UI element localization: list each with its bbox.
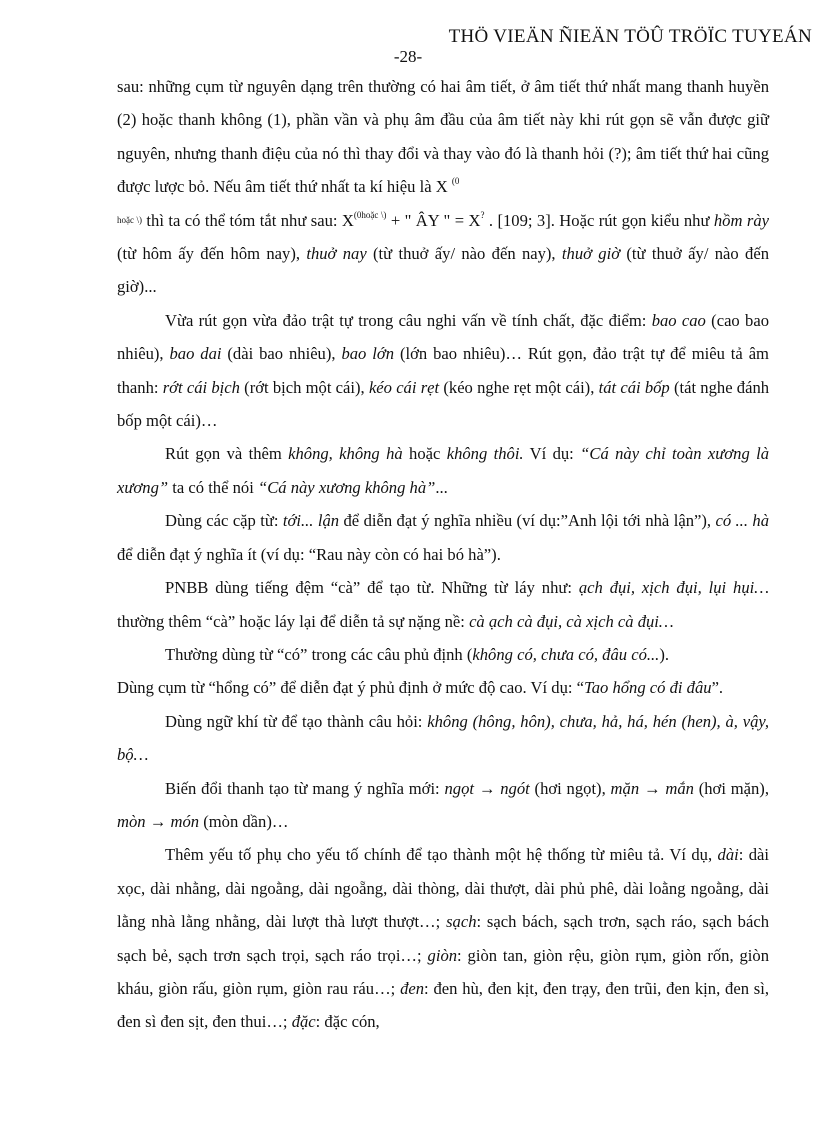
- superscript: ?: [480, 209, 485, 220]
- text: (từ hôm ấy đến hôm nay),: [117, 244, 307, 264]
- text: ...: [435, 477, 448, 497]
- arrow-icon: →: [478, 778, 496, 798]
- paragraph: [117, 437, 769, 504]
- text: Thêm yếu tố phụ cho yếu tố chính để tạo thành một hệ thống từ miêu tả. Ví dụ,: [165, 845, 718, 865]
- text: Dùng ngữ khí từ để tạo thành câu hỏi:: [165, 711, 428, 731]
- italic-term: bao dai: [169, 344, 222, 364]
- italic-term: có ... hà: [715, 511, 769, 531]
- document-body: [117, 70, 769, 1039]
- text: ”.: [711, 678, 724, 698]
- paragraph: [117, 772, 769, 839]
- italic-term: sạch: [446, 912, 477, 932]
- italic-term: hồm rày: [713, 210, 769, 230]
- subscript-note: hoặc \): [117, 214, 143, 225]
- text: : dài xọc, dài nhằng, dài ngoằng, dài ngoẵng, dài thòng, dài thượt, dài phủ phê, dài loằng ngoằng, dài lằng nhà lằng nhằng, dài lượt thà lượt thượt…;: [117, 845, 770, 932]
- italic-quote: Tao hổng có đi đâu: [584, 678, 712, 698]
- italic-term: bao lớn: [341, 344, 395, 364]
- text: (hơi ngọt),: [529, 778, 611, 798]
- paragraph: [117, 571, 769, 638]
- text: (mòn dần)…: [199, 811, 289, 831]
- text: (hơi mặn),: [693, 778, 769, 798]
- italic-term: dài: [717, 845, 739, 865]
- text: (lớn bao nhiêu)… Rút gọn, đảo trật tự để miêu tả âm thanh:: [117, 344, 769, 397]
- paragraph: [117, 705, 769, 772]
- italic-term: tới... lận: [282, 511, 340, 531]
- italic-term: thuở giờ: [561, 244, 621, 264]
- italic-term: giòn: [427, 945, 458, 965]
- text: : đặc cón,: [315, 1012, 380, 1032]
- paragraph: [117, 638, 769, 671]
- text: Dùng các cặp từ:: [165, 511, 283, 531]
- italic-term: rớt cái bịch: [162, 377, 240, 397]
- text: Ví dụ:: [523, 444, 581, 464]
- text: Biến đổi thanh tạo từ mang ý nghĩa mới:: [165, 778, 445, 798]
- italic-term: mắn: [665, 778, 694, 798]
- italic-term: không (hông, hôn), chưa, hả, há, hén (hen), à, vậy, bộ…: [117, 711, 769, 765]
- paragraph: [117, 304, 769, 438]
- italic-term: ngọt: [444, 778, 474, 798]
- superscript: (0: [451, 176, 460, 187]
- italic-term: tát cái bốp: [598, 377, 670, 397]
- italic-term: cà ạch cà đụi, cà xịch cà đụi…: [469, 611, 674, 631]
- text: hoặc: [402, 444, 447, 464]
- text: để diễn đạt ý nghĩa nhiều (ví dụ:”Anh lội tới nhà lận”),: [339, 511, 716, 531]
- text: ta có thể nói: [168, 477, 258, 497]
- page-number: -28-: [393, 47, 423, 66]
- arrow-icon: →: [643, 778, 661, 798]
- arrow-icon: →: [149, 811, 167, 831]
- italic-quote: “Cá này chỉ toàn xương là xương”: [117, 444, 770, 497]
- italic-term: kéo cái rẹt: [368, 377, 440, 397]
- italic-term: không có, chưa có, đâu có...: [472, 644, 660, 664]
- paragraph: [117, 671, 769, 704]
- italic-term: đen: [400, 978, 425, 998]
- text: (từ thuở ấy/ nào đến giờ)...: [117, 244, 770, 297]
- paragraph: [117, 838, 769, 1038]
- text: Thường dùng từ “có” trong các câu phủ định (: [165, 644, 473, 664]
- italic-term: món: [170, 811, 200, 831]
- text: thì ta có thể tóm tắt như sau: X: [142, 210, 354, 230]
- paragraph: [117, 70, 769, 304]
- italic-term: đặc: [291, 1012, 316, 1032]
- text: + " ÂY " = X: [386, 210, 481, 230]
- text: (dài bao nhiêu),: [221, 344, 342, 364]
- italic-term: ngót: [500, 778, 530, 798]
- text: : giòn tan, giòn rệu, giòn rụm, giòn rốn, giòn kháu, giòn rấu, giòn rụm, giòn rau ráu…;: [117, 945, 770, 998]
- italic-term: ạch đụi, xịch đụi, lụi hụi…: [578, 578, 770, 598]
- text: Vừa rút gọn vừa đảo trật tự trong câu nghi vấn về tính chất, đặc điểm:: [165, 310, 652, 330]
- text: (kéo nghe rẹt một cái),: [439, 377, 599, 397]
- text: (từ thuở ấy/ nào đến nay),: [366, 244, 562, 264]
- text: : sạch bách, sạch trơn, sạch ráo, sạch bách sạch bẻ, sạch trơn sạch trọi, sạch ráo trọi…;: [117, 912, 769, 965]
- italic-term: không thôi.: [446, 444, 524, 464]
- italic-term: mòn: [117, 811, 146, 831]
- italic-term: bao cao: [651, 310, 706, 330]
- italic-term: không, không hà: [288, 444, 403, 464]
- text: : đen hù, đen kịt, đen trạy, đen trũi, đen kịn, đen sì, đen sì đen sịt, đen thui…;: [117, 978, 770, 1032]
- text: Rút gọn và thêm: [165, 444, 289, 464]
- library-header: THÖ VIEÄN ÑIEÄN TÖÛ TRÖÏC TUYEÁN: [448, 26, 812, 47]
- text: sau: những cụm từ nguyên dạng trên thường có hai âm tiết, ở âm tiết thứ nhất mang thanh huyền (2) hoặc thanh không (1), phần vần và phụ âm đầu của âm tiết này khi rút gọn sẽ vẫn được giữ nguyên, nhưng thanh điệu của nó thì thay đổi và thay vào đó là thanh hỏi (?); âm tiết thứ hai cũng được lược bỏ. Nếu âm tiết thứ nhất ta kí hiệu là X: [117, 77, 769, 197]
- text: PNBB dùng tiếng đệm “cà” để tạo từ. Những từ láy như:: [165, 578, 579, 598]
- italic-quote: “Cá này xương không hà”: [257, 477, 436, 497]
- text: (tát nghe đánh bốp một cái)…: [117, 377, 770, 431]
- text: để diễn đạt ý nghĩa ít (ví dụ: “Rau này còn có hai bó hà”).: [117, 544, 501, 564]
- italic-term: mặn: [610, 778, 640, 798]
- text: (rớt bịch một cái),: [239, 377, 369, 397]
- paragraph: [117, 504, 769, 571]
- text: . [109; 3]. Hoặc rút gọn kiểu như: [484, 210, 714, 230]
- text: thường thêm “cà” hoặc láy lại để diễn tả sự nặng nề:: [117, 611, 470, 631]
- text: Dùng cụm từ “hổng có” để diễn đạt ý phủ định ở mức độ cao. Ví dụ: “: [117, 678, 585, 698]
- text: (cao bao nhiêu),: [117, 310, 770, 364]
- text: ).: [659, 644, 670, 664]
- superscript: (0hoặc \): [353, 209, 387, 220]
- italic-term: thuở nay: [306, 244, 367, 264]
